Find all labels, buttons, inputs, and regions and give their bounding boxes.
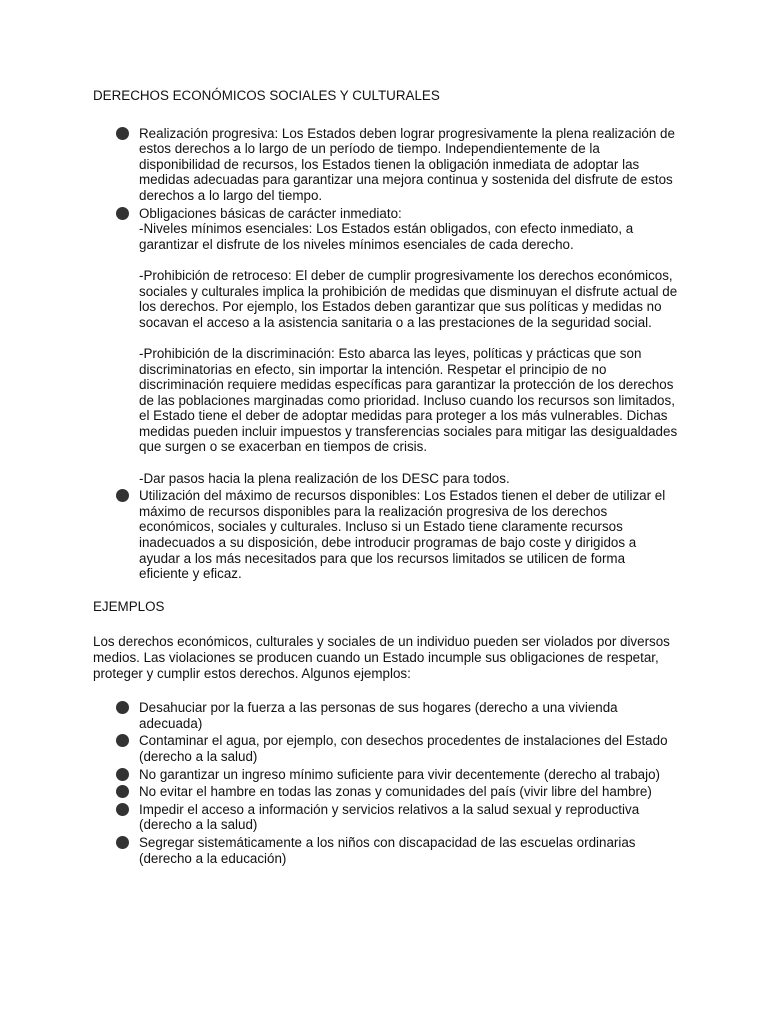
list-item-text: Realización progresiva: Los Estados deben lograr progresivamente la plena realización de estos derechos a lo largo de un período de tiempo. Independientemente de la disponibilidad de recursos, los Estados tienen la obligación inmediata de adoptar las medidas adecuadas para garantizar una mejora continua y sostenida del disfrute de estos derechos a lo largo del tiempo. [139,125,675,203]
bullet-icon [116,836,129,849]
bullet-icon [116,768,129,781]
examples-list [93,700,678,866]
sub-item-text: -Niveles mínimos esenciales: Los Estados están obligados, con efecto inmediato, a garantizar el disfrute de los niveles mínimos esenciales de cada derecho. [139,221,634,252]
bullet-icon [116,207,129,220]
list-item [93,126,678,204]
sub-item-text: -Dar pasos hacia la plena realización de los DESC para todos. [139,470,510,486]
document-page [93,88,678,868]
intro-paragraph: Los derechos económicos, culturales y sociales de un individuo pueden ser violados por diversos medios. Las violaciones se producen cuando un Estado incumple sus obligaciones de respetar, proteger y cumplir estos derechos. Algunos ejemplos: [93,634,670,681]
list-item [93,784,678,800]
list-item [93,488,678,582]
list-item [93,835,678,866]
list-item-text: Segregar sistemáticamente a los niños con discapacidad de las escuelas ordinarias (derecho a la educación) [139,834,636,866]
list-item [93,802,678,833]
list-item [93,206,678,487]
list-item-text: No garantizar un ingreso mínimo suficiente para vivir decentemente (derecho al trabajo) [139,766,661,782]
list-item [93,700,678,731]
bullet-icon [116,701,129,714]
sub-item-text: -Prohibición de retroceso: El deber de cumplir progresivamente los derechos económicos, sociales y culturales implica la prohibición de medidas que disminuyan el disfrute actual de los derechos. Por ejemplo, los Estados deben garantizar que sus políticas y medidas no socavan el acceso a la asistencia sanitaria o a las prestaciones de la seguridad social. [139,267,678,330]
list-item [93,733,678,764]
sub-item-text: -Prohibición de la discriminación: Esto abarca las leyes, políticas y prácticas que son discriminatorias en efecto, sin importar la intención. Respetar el principio de no discriminación requiere medidas específicas para garantizar la protección de los derechos de las poblaciones marginadas como prioridad. Incluso cuando los recursos son limitados, el Estado tiene el deber de adoptar medidas para proteger a los más vulnerables. Dichas medidas pueden incluir impuestos y transferencias sociales para mitigar las desigualdades que surgen o se exacerban en tiempos de crisis. [139,345,678,455]
section-heading-desc: DERECHOS ECONÓMICOS SOCIALES Y CULTURALES [93,88,440,103]
list-item-text: No evitar el hambre en todas las zonas y comunidades del país (vivir libre del hambre) [139,784,652,800]
obligations-list [93,126,678,582]
list-item-text: Contaminar el agua, por ejemplo, con desechos procedentes de instalaciones del Estado (derecho a la salud) [139,733,668,764]
bullet-icon [116,734,129,747]
list-item-text: Impedir el acceso a información y servicios relativos a la salud sexual y reproductiva (derecho a la salud) [139,801,640,833]
bullet-icon [116,127,129,140]
list-item [93,767,678,783]
section-heading-ejemplos: EJEMPLOS [93,598,165,614]
bullet-icon [116,803,129,816]
bullet-icon [116,785,129,798]
list-item-text: Utilización del máximo de recursos disponibles: Los Estados tienen el deber de utilizar el máximo de recursos disponibles para la realización progresiva de los derechos económicos, sociales y culturales. Incluso si un Estado tiene claramente recursos inadecuados a su disposición, debe introducir programas de bajo coste y dirigidos a ayudar a los más necesitados para que los recursos limitados se utilicen de forma eficiente y eficaz. [139,488,666,582]
bullet-icon [116,489,129,502]
list-item-text: Desahuciar por la fuerza a las personas de sus hogares (derecho a una vivienda adecuada) [139,700,618,731]
list-item-text: Obligaciones básicas de carácter inmediato: [139,205,402,221]
